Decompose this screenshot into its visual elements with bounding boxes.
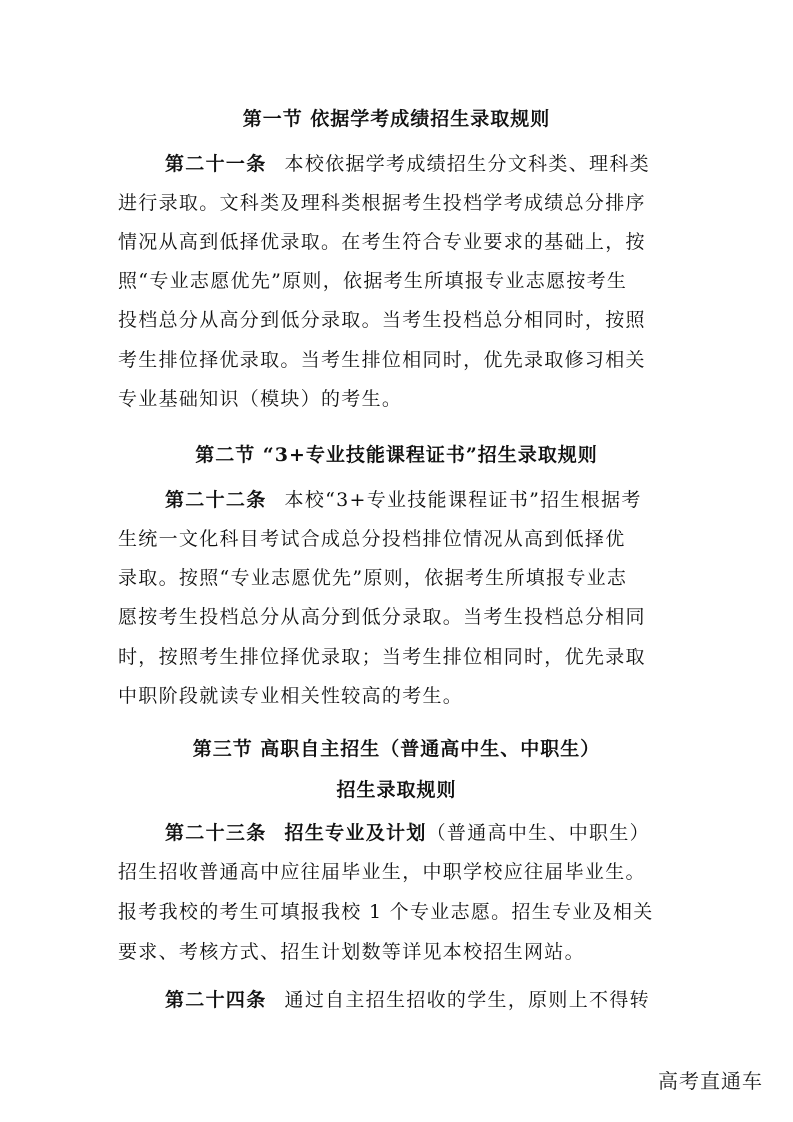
article-24-first-line: [165, 985, 678, 1012]
article-22-line-1: 生统一文化科目考试合成总分投档排位情况从高到低择优: [118, 528, 626, 550]
section-1-heading: 第一节 依据学考成绩招生录取规则: [242, 108, 551, 130]
article-23-label: 第二十三条: [165, 822, 267, 844]
article-21-line-5: 考生排位择优录取。当考生排位相同时，优先录取修习相关: [118, 349, 646, 371]
article-22-line-0: 本校“3+专业技能课程证书”招生根据考: [284, 489, 642, 511]
article-23-line-2: 报考我校的考生可填报我校 1 个专业志愿。招生专业及相关: [118, 901, 654, 923]
article-24-label: 第二十四条: [165, 989, 267, 1011]
section-3-heading-line-2: 招生录取规则: [336, 779, 457, 801]
article-22-line-3: 愿按考生投档总分从高分到低分录取。当考生投档总分相同: [118, 606, 646, 628]
section-2-heading: 第二节 “3+专业技能课程证书”招生录取规则: [195, 444, 598, 466]
article-21-line-3: 照“专业志愿优先”原则，依据考生所填报专业志愿按考生: [118, 270, 628, 292]
article-23-first-line: [165, 818, 678, 845]
article-21-line-1: 进行录取。文科类及理科类根据考生投档学考成绩总分排序: [118, 192, 646, 214]
article-23-line-3: 要求、考核方式、招生计划数等详见本校招生网站。: [118, 941, 585, 963]
article-22-line-4: 时，按照考生排位择优录取；当考生排位相同时，优先录取: [118, 646, 646, 668]
article-23-line-1: 招生招收普通高中应往届毕业生，中职学校应往届毕业生。: [118, 861, 646, 883]
article-22-label: 第二十二条: [165, 489, 267, 511]
article-24-line-0: 通过自主招生招收的学生，原则上不得转: [284, 989, 650, 1011]
article-21-line-2: 情况从高到低择优录取。在考生符合专业要求的基础上，按: [118, 231, 646, 253]
article-21-line-0: 本校依据学考成绩招生分文科类、理科类: [284, 153, 650, 175]
article-23-title: 招生专业及计划: [284, 822, 427, 844]
article-22-line-5: 中职阶段就读专业相关性较高的考生。: [118, 685, 464, 707]
article-22-line-2: 录取。按照“专业志愿优先”原则，依据考生所填报专业志: [118, 567, 628, 589]
article-23-line-0: （普通高中生、中职生）: [426, 822, 650, 844]
article-21-line-4: 投档总分从高分到低分录取。当考生投档总分相同时，按照: [118, 309, 646, 331]
section-3-heading-line-1: 第三节 高职自主招生（普通高中生、中职生）: [192, 738, 601, 760]
watermark-text: 高考直通车: [658, 1069, 763, 1093]
article-22-first-line: [165, 485, 678, 512]
article-21-label: 第二十一条: [165, 153, 267, 175]
article-21-first-line: [165, 149, 678, 176]
article-21-line-6: 专业基础知识（模块）的考生。: [118, 388, 403, 410]
